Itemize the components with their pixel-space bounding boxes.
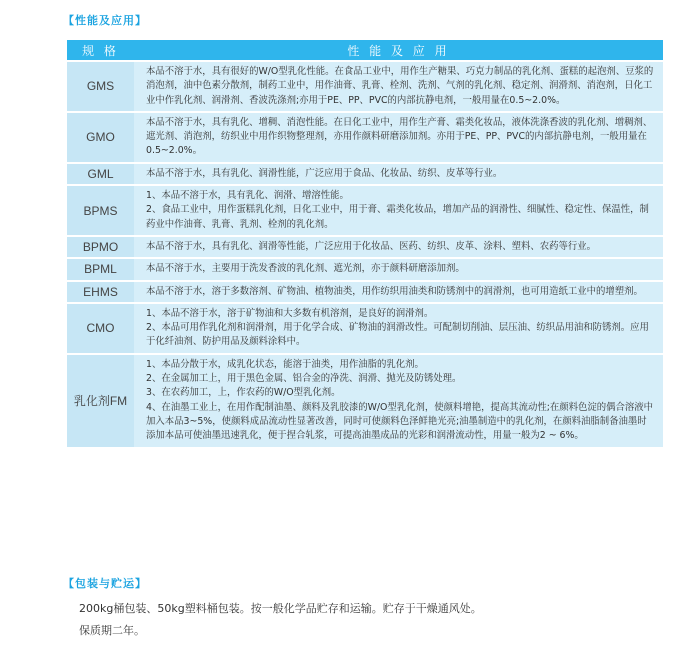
description-item: 1、本品不溶于水，溶于矿物油和大多数有机溶剂，是良好的润滑剂。 bbox=[146, 307, 434, 319]
product-description bbox=[134, 282, 663, 302]
product-code: GMS bbox=[67, 62, 134, 111]
description-item: 本品不溶于水，具有乳化、润滑等性能，广泛应用于化妆品、医药、纺织、皮革、涂料、塑料、农药等行业。 bbox=[146, 240, 597, 252]
packaging-text: 200kg桶包装、50kg塑料桶包装。按一般化学品贮存和运输。贮存于干燥通风处。 bbox=[79, 602, 482, 615]
description-item: 3、在农药加工，上，作农药的W/O型乳化剂。 bbox=[146, 387, 341, 399]
header-desc: 性 能 及 应 用 bbox=[134, 40, 663, 60]
description-item: 本品不溶于水，主要用于洗发香波的乳化剂、遮光剂，亦于颜料研磨添加剂。 bbox=[146, 263, 465, 275]
properties-section-title: 【性能及应用】 bbox=[63, 14, 147, 27]
product-description bbox=[134, 186, 663, 235]
product-description bbox=[134, 113, 663, 162]
table-row bbox=[67, 164, 663, 184]
product-description bbox=[134, 259, 663, 279]
description-item: 2、在金属加工上，用于黑色金属、铝合金的净洗、润滑、抛光及防锈处理。 bbox=[146, 373, 462, 385]
table-row bbox=[67, 62, 663, 111]
description-item: 本品不溶于水，具有乳化、增稠、消泡性能。在日化工业中，用作生产膏、霜类化妆品，液体洗涤香波的乳化剂、增稠剂、遮光剂、消泡剂，纺织业中用作织物整理剂，亦用作颜料研磨添加剂。亦用于PE、PP、PVC的内部抗静电剂，一般用量在0.5~2.0%。 bbox=[146, 116, 653, 157]
table-row bbox=[67, 355, 663, 447]
table-row bbox=[67, 304, 663, 353]
product-code: GMO bbox=[67, 113, 134, 162]
description-item: 4、在油墨工业上，在用作配制油墨、颜料及乳胶漆的W/O型乳化剂，使颜料增艳，提高其流动性;在颜料色淀的偶合溶液中加入本品3~5%，使颜料成品流动性显著改善，同时可使颜料色泽鲜艳光亮;油墨制造中的乳化剂，在颜料油脂制备油墨时添加本品可使油墨迅速乳化，便于捏合轧浆，可提高油墨成品的光彩和润滑流动性，用量一般为2 ~ 6%。 bbox=[146, 401, 654, 442]
description-item: 本品不溶于水，具有很好的W/O型乳化性能。在食品工业中，用作生产糖果、巧克力制品的乳化剂、蛋糕的起泡剂、豆浆的消泡剂，油中色素分散剂，制药工业中，用作油膏、乳膏、栓剂、洗剂、气剂的乳化剂、稳定剂、润滑剂、消泡剂，日化工业中作乳化剂、润滑剂、香波洗涤剂;亦用于PE、PP、PVC的内部抗静电剂，一般用量在0.5~2.0%。 bbox=[146, 66, 654, 106]
description-item: 本品不溶于水，具有乳化、润滑性能，广泛应用于食品、化妆品、纺织、皮革等行业。 bbox=[146, 167, 503, 179]
product-description bbox=[134, 304, 663, 353]
properties-title-text: 性能及应用 bbox=[75, 14, 135, 27]
table-row bbox=[67, 237, 663, 257]
packaging-section-title: 【包装与贮运】 bbox=[63, 577, 147, 590]
description-item: 2、本品可用作乳化剂和润滑剂，用于化学合成、矿物油的润滑改性。可配制切削油、层压油、纺织品用油和防锈剂。应用于化纤油剂、防护用品及颜料涂料中。 bbox=[146, 322, 649, 348]
description-item: 1、本品分散于水，成乳化状态，能溶于油类，用作油脂的乳化剂。 bbox=[146, 358, 424, 370]
product-description bbox=[134, 164, 663, 184]
table-row bbox=[67, 282, 663, 302]
product-table bbox=[67, 38, 663, 449]
header-code: 规 格 bbox=[67, 40, 134, 60]
product-code: BPML bbox=[67, 259, 134, 279]
shelf-life-text: 保质期二年。 bbox=[79, 624, 145, 637]
product-code: BPMS bbox=[67, 186, 134, 235]
product-code: CMO bbox=[67, 304, 134, 353]
product-description bbox=[134, 62, 663, 111]
product-code: GML bbox=[67, 164, 134, 184]
description-item: 2、食品工业中，用作蛋糕乳化剂，日化工业中，用于膏、霜类化妆品，增加产品的润滑性、细腻性、稳定性、保温性，制药业中作油膏、乳膏、乳剂、栓剂的乳化剂。 bbox=[146, 204, 649, 230]
table-row bbox=[67, 259, 663, 279]
product-code: BPMO bbox=[67, 237, 134, 257]
table-row bbox=[67, 186, 663, 235]
description-item: 1、本品不溶于水，具有乳化、润滑、增溶性能。 bbox=[146, 190, 349, 202]
table-header-row bbox=[67, 40, 663, 60]
packaging-title-text: 包装与贮运 bbox=[75, 577, 135, 590]
table-row bbox=[67, 113, 663, 162]
product-code: 乳化剂FM bbox=[67, 355, 134, 447]
description-item: 本品不溶于水，溶于多数溶剂、矿物油、植物油类，用作纺织用油类和防锈剂中的润滑剂，也可用造纸工业中的增塑剂。 bbox=[146, 285, 643, 297]
product-description bbox=[134, 237, 663, 257]
product-description bbox=[134, 355, 663, 447]
product-code: EHMS bbox=[67, 282, 134, 302]
